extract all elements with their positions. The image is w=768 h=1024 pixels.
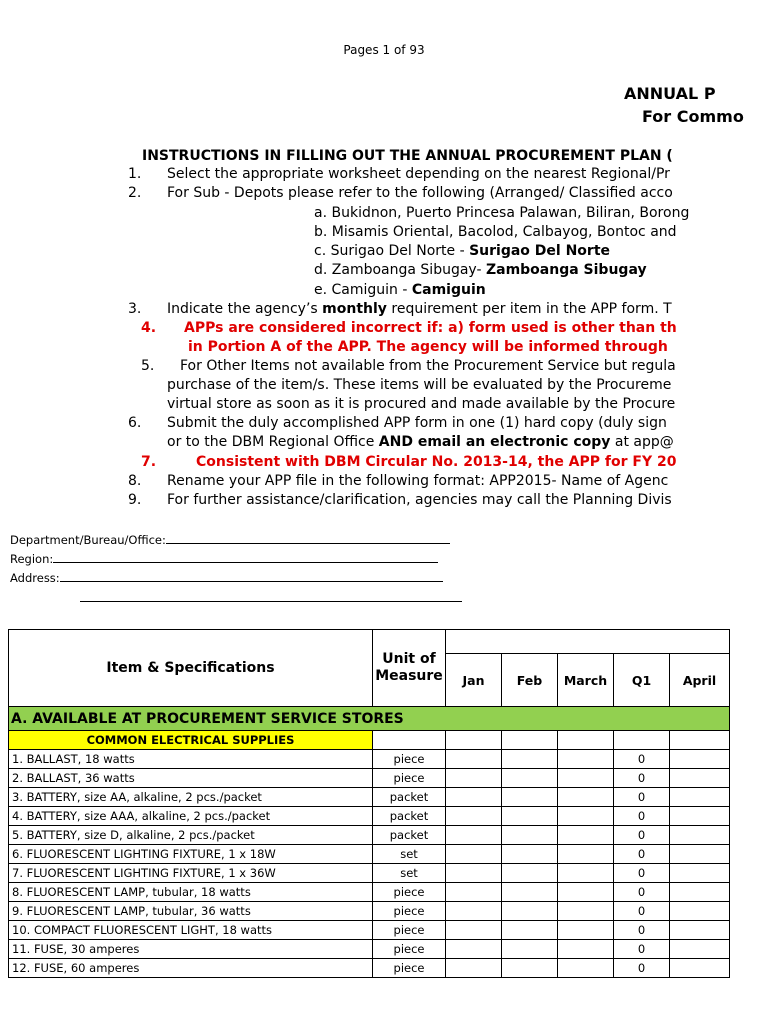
q1-total-cell: 0 — [614, 750, 670, 769]
feb-qty-cell[interactable] — [502, 826, 558, 845]
april-qty-cell[interactable] — [670, 769, 730, 788]
item-specification: 11. FUSE, 30 amperes — [9, 940, 373, 959]
region-field — [10, 551, 438, 566]
address-field — [10, 570, 443, 585]
address-input-line-2[interactable] — [80, 590, 462, 602]
q1-total-cell: 0 — [614, 826, 670, 845]
table-cell[interactable] — [373, 731, 446, 750]
feb-qty-cell[interactable] — [502, 788, 558, 807]
header-march: March — [558, 654, 614, 707]
q1-total-cell: 0 — [614, 902, 670, 921]
march-qty-cell[interactable] — [558, 845, 614, 864]
header-april: April — [670, 654, 730, 707]
header-months-group — [446, 630, 730, 654]
jan-qty-cell[interactable] — [446, 902, 502, 921]
table-row — [9, 864, 730, 883]
jan-qty-cell[interactable] — [446, 940, 502, 959]
item-specification: 2. BALLAST, 36 watts — [9, 769, 373, 788]
march-qty-cell[interactable] — [558, 959, 614, 978]
instruction-9-text: For further assistance/clarification, agencies may call the Planning Divis — [167, 492, 672, 508]
march-qty-cell[interactable] — [558, 750, 614, 769]
april-qty-cell[interactable] — [670, 921, 730, 940]
address-field-continued — [80, 590, 462, 605]
item-rows — [9, 750, 730, 978]
jan-qty-cell[interactable] — [446, 769, 502, 788]
march-qty-cell[interactable] — [558, 902, 614, 921]
item-specification: 3. BATTERY, size AA, alkaline, 2 pcs./packet — [9, 788, 373, 807]
subdepot-c: c. Surigao Del Norte - Surigao Del Norte — [314, 243, 611, 259]
page-indicator: Pages 1 of 93 — [343, 43, 425, 57]
table-header-row-1 — [9, 630, 730, 654]
section-title: A. AVAILABLE AT PROCUREMENT SERVICE STORES — [9, 707, 730, 731]
q1-total-cell: 0 — [614, 864, 670, 883]
unit-of-measure: packet — [373, 807, 446, 826]
feb-qty-cell[interactable] — [502, 769, 558, 788]
q1-total-cell: 0 — [614, 845, 670, 864]
subdepot-e: e. Camiguin - Camiguin — [314, 282, 486, 298]
item-specification: 1. BALLAST, 18 watts — [9, 750, 373, 769]
unit-of-measure: piece — [373, 959, 446, 978]
feb-qty-cell[interactable] — [502, 807, 558, 826]
q1-total-cell: 0 — [614, 940, 670, 959]
jan-qty-cell[interactable] — [446, 845, 502, 864]
department-input-line[interactable] — [166, 532, 450, 544]
instruction-8-number: 8. — [128, 473, 142, 489]
march-qty-cell[interactable] — [558, 807, 614, 826]
feb-qty-cell[interactable] — [502, 845, 558, 864]
instruction-1-number: 1. — [128, 166, 142, 182]
table-row — [9, 788, 730, 807]
subdepot-a: a. Bukidnon, Puerto Princesa Palawan, Biliran, Borong — [314, 205, 690, 221]
unit-of-measure: piece — [373, 769, 446, 788]
table-row — [9, 959, 730, 978]
instruction-4-number: 4. — [141, 320, 157, 336]
instruction-5-line2: purchase of the item/s. These items will be evaluated by the Procureme — [167, 377, 672, 393]
address-label: Address: — [10, 571, 60, 585]
feb-qty-cell[interactable] — [502, 921, 558, 940]
item-specification: 6. FLUORESCENT LIGHTING FIXTURE, 1 x 18W — [9, 845, 373, 864]
item-specification: 4. BATTERY, size AAA, alkaline, 2 pcs./packet — [9, 807, 373, 826]
march-qty-cell[interactable] — [558, 921, 614, 940]
header-q1: Q1 — [614, 654, 670, 707]
unit-of-measure: packet — [373, 826, 446, 845]
unit-of-measure: packet — [373, 788, 446, 807]
table-cell[interactable] — [502, 731, 558, 750]
item-specification: 7. FLUORESCENT LIGHTING FIXTURE, 1 x 36W — [9, 864, 373, 883]
item-specification: 8. FLUORESCENT LAMP, tubular, 18 watts — [9, 883, 373, 902]
april-qty-cell[interactable] — [670, 940, 730, 959]
april-qty-cell[interactable] — [670, 788, 730, 807]
april-qty-cell[interactable] — [670, 826, 730, 845]
jan-qty-cell[interactable] — [446, 921, 502, 940]
unit-of-measure: piece — [373, 902, 446, 921]
instruction-6-line2: or to the DBM Regional Office AND email an electronic copy at app@ — [167, 434, 674, 450]
item-specification: 12. FUSE, 60 amperes — [9, 959, 373, 978]
table-row — [9, 769, 730, 788]
jan-qty-cell[interactable] — [446, 826, 502, 845]
march-qty-cell[interactable] — [558, 864, 614, 883]
instruction-7-text: Consistent with DBM Circular No. 2013-14, the APP for FY 20 — [196, 454, 677, 470]
header-unit-of-measure: Unit of Measure — [373, 630, 446, 707]
q1-total-cell: 0 — [614, 807, 670, 826]
instruction-2-text: For Sub - Depots please refer to the following (Arranged/ Classified acco — [167, 185, 673, 201]
header-item-specifications: Item & Specifications — [9, 630, 373, 707]
table-row — [9, 883, 730, 902]
section-row — [9, 707, 730, 731]
table-cell[interactable] — [670, 731, 730, 750]
q1-total-cell: 0 — [614, 959, 670, 978]
instruction-3-text: Indicate the agency’s monthly requirement per item in the APP form. T — [167, 301, 672, 317]
table-row — [9, 921, 730, 940]
unit-of-measure: set — [373, 864, 446, 883]
instruction-1-text: Select the appropriate worksheet depending on the nearest Regional/Pr — [167, 166, 670, 182]
feb-qty-cell[interactable] — [502, 864, 558, 883]
april-qty-cell[interactable] — [670, 845, 730, 864]
jan-qty-cell[interactable] — [446, 883, 502, 902]
march-qty-cell[interactable] — [558, 769, 614, 788]
instruction-7-number: 7. — [141, 454, 157, 470]
table-row — [9, 826, 730, 845]
table-row — [9, 807, 730, 826]
instruction-2-number: 2. — [128, 185, 142, 201]
table-cell[interactable] — [558, 731, 614, 750]
item-specification: 5. BATTERY, size D, alkaline, 2 pcs./packet — [9, 826, 373, 845]
jan-qty-cell[interactable] — [446, 788, 502, 807]
item-specification: 10. COMPACT FLUORESCENT LIGHT, 18 watts — [9, 921, 373, 940]
instruction-5-line1: For Other Items not available from the Procurement Service but regula — [180, 358, 676, 374]
instruction-9-number: 9. — [128, 492, 142, 508]
unit-of-measure: piece — [373, 940, 446, 959]
department-field — [10, 532, 450, 547]
instruction-5-line3: virtual store as soon as it is procured and made available by the Procure — [167, 396, 676, 412]
category-label: COMMON ELECTRICAL SUPPLIES — [9, 731, 373, 750]
region-input-line[interactable] — [53, 551, 438, 563]
jan-qty-cell[interactable] — [446, 959, 502, 978]
subdepot-d: d. Zamboanga Sibugay- Zamboanga Sibugay — [314, 262, 647, 278]
feb-qty-cell[interactable] — [502, 959, 558, 978]
table-cell[interactable] — [446, 731, 502, 750]
header-jan: Jan — [446, 654, 502, 707]
procurement-table — [8, 629, 730, 978]
feb-qty-cell[interactable] — [502, 750, 558, 769]
q1-total-cell: 0 — [614, 883, 670, 902]
header-feb: Feb — [502, 654, 558, 707]
instruction-6-line1: Submit the duly accomplished APP form in one (1) hard copy (duly sign — [167, 415, 667, 431]
march-qty-cell[interactable] — [558, 826, 614, 845]
instruction-4-line1: APPs are considered incorrect if: a) form used is other than th — [184, 320, 677, 336]
feb-qty-cell[interactable] — [502, 883, 558, 902]
april-qty-cell[interactable] — [670, 902, 730, 921]
subdepot-b: b. Misamis Oriental, Bacolod, Calbayog, Bontoc and — [314, 224, 677, 240]
unit-of-measure: piece — [373, 883, 446, 902]
april-qty-cell[interactable] — [670, 883, 730, 902]
instruction-3-number: 3. — [128, 301, 142, 317]
instruction-4-line2: in Portion A of the APP. The agency will be informed through — [188, 339, 668, 355]
q1-total-cell: 0 — [614, 921, 670, 940]
april-qty-cell[interactable] — [670, 807, 730, 826]
document-title: ANNUAL P — [624, 84, 716, 103]
unit-of-measure: piece — [373, 921, 446, 940]
jan-qty-cell[interactable] — [446, 864, 502, 883]
q1-total-cell: 0 — [614, 788, 670, 807]
instruction-8-text: Rename your APP file in the following format: APP2015- Name of Agenc — [167, 473, 669, 489]
march-qty-cell[interactable] — [558, 788, 614, 807]
table-row — [9, 940, 730, 959]
address-input-line[interactable] — [60, 570, 443, 582]
table-row — [9, 845, 730, 864]
instructions-heading: INSTRUCTIONS IN FILLING OUT THE ANNUAL PROCUREMENT PLAN ( — [142, 148, 673, 164]
document-subtitle: For Commo — [642, 107, 744, 126]
category-row — [9, 731, 730, 750]
instruction-6-number: 6. — [128, 415, 142, 431]
march-qty-cell[interactable] — [558, 883, 614, 902]
april-qty-cell[interactable] — [670, 750, 730, 769]
april-qty-cell[interactable] — [670, 959, 730, 978]
department-label: Department/Bureau/Office: — [10, 533, 166, 547]
table-row — [9, 902, 730, 921]
april-qty-cell[interactable] — [670, 864, 730, 883]
jan-qty-cell[interactable] — [446, 750, 502, 769]
region-label: Region: — [10, 552, 54, 566]
instruction-5-number: 5. — [141, 358, 155, 374]
feb-qty-cell[interactable] — [502, 902, 558, 921]
table-row — [9, 750, 730, 769]
q1-total-cell: 0 — [614, 769, 670, 788]
unit-of-measure: piece — [373, 750, 446, 769]
feb-qty-cell[interactable] — [502, 940, 558, 959]
unit-of-measure: set — [373, 845, 446, 864]
jan-qty-cell[interactable] — [446, 807, 502, 826]
table-cell[interactable] — [614, 731, 670, 750]
march-qty-cell[interactable] — [558, 940, 614, 959]
item-specification: 9. FLUORESCENT LAMP, tubular, 36 watts — [9, 902, 373, 921]
